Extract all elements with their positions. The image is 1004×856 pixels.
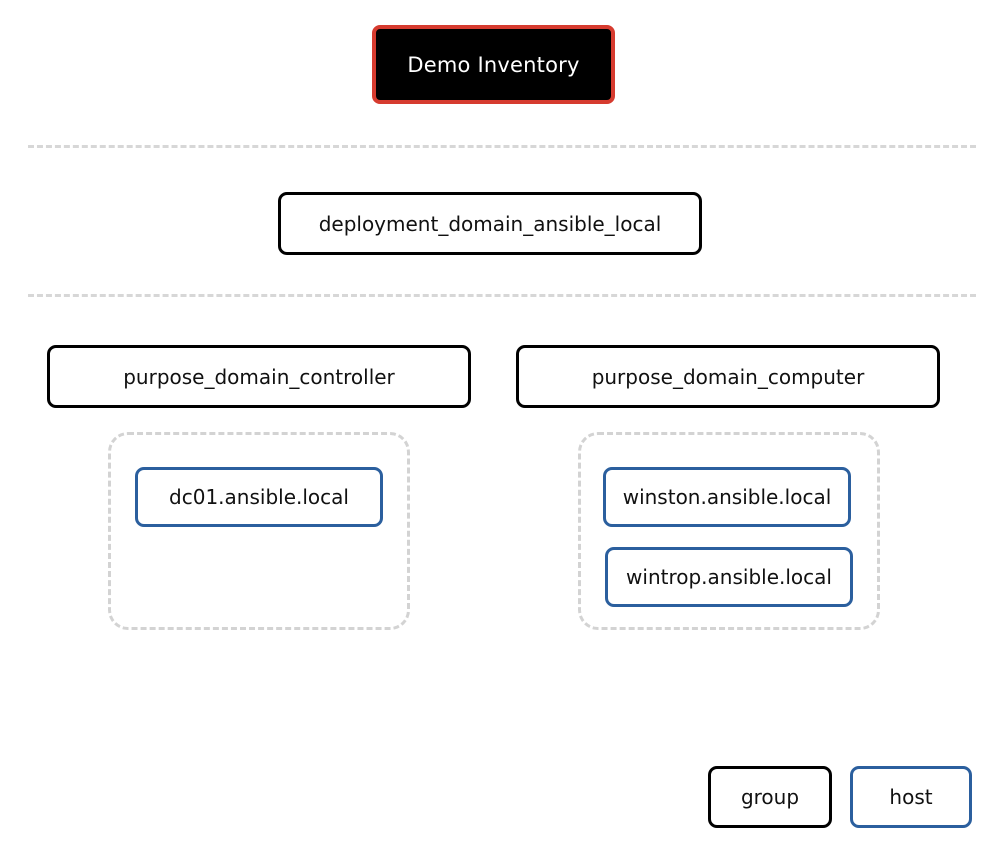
group-node-label: purpose_domain_computer <box>591 364 865 389</box>
group-node-label: purpose_domain_controller <box>123 364 395 389</box>
legend-item-group <box>708 766 832 828</box>
host-cluster-domain-controller <box>108 432 410 630</box>
legend-item-group-label: group <box>740 785 800 809</box>
legend-item-host-label: host <box>889 785 933 809</box>
host-node-winston[interactable] <box>603 467 851 527</box>
host-node-label: wintrop.ansible.local <box>626 565 832 589</box>
group-node-purpose-domain-controller[interactable] <box>47 345 471 408</box>
root-node-demo-inventory[interactable] <box>372 25 615 104</box>
host-node-dc01[interactable] <box>135 467 383 527</box>
level-separator-2 <box>28 294 976 297</box>
host-node-wintrop[interactable] <box>605 547 853 607</box>
host-node-label: winston.ansible.local <box>622 485 832 509</box>
level-separator-1 <box>28 145 976 148</box>
root-node-label: Demo Inventory <box>407 52 580 77</box>
legend-item-host <box>850 766 972 828</box>
group-node-deployment-domain-ansible-local[interactable] <box>278 192 702 255</box>
host-node-label: dc01.ansible.local <box>169 485 349 509</box>
group-node-label: deployment_domain_ansible_local <box>318 211 662 236</box>
group-node-purpose-domain-computer[interactable] <box>516 345 940 408</box>
